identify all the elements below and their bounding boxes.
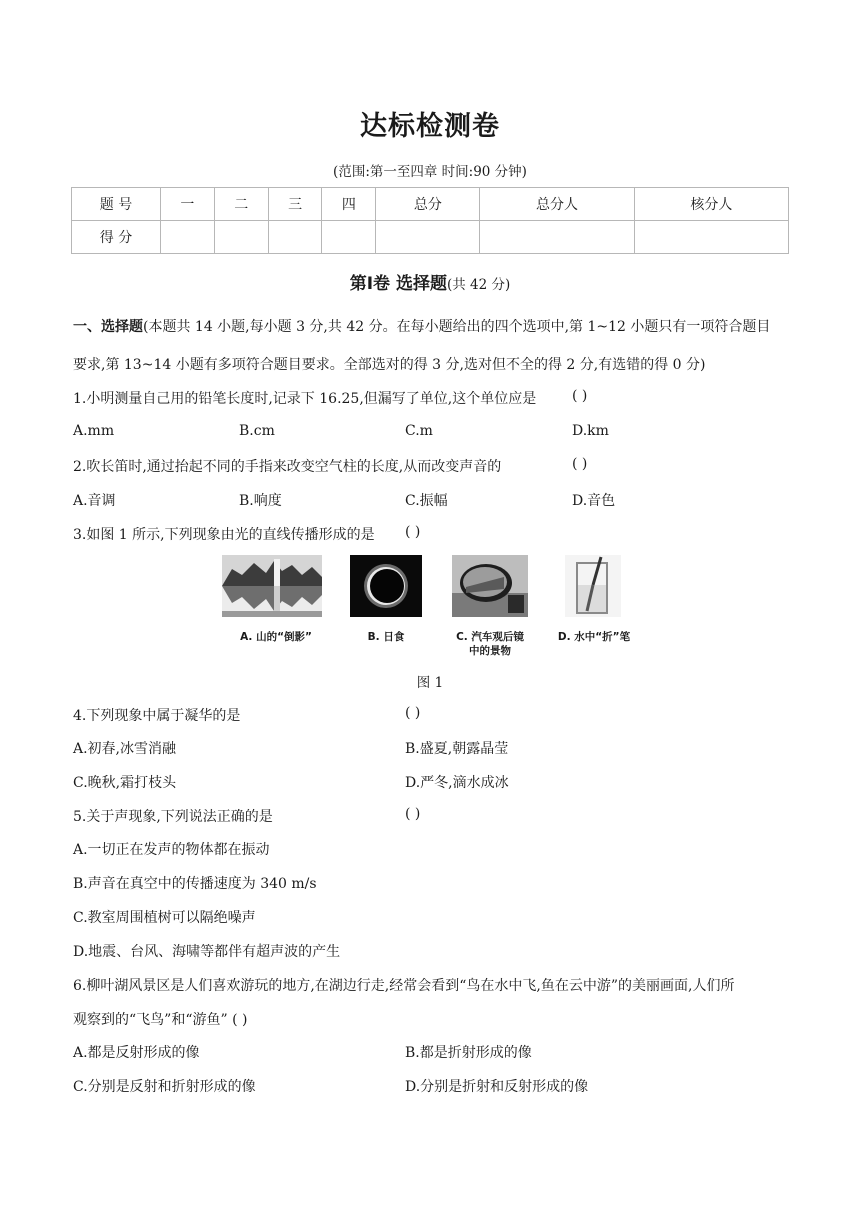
option-b: B.声音在真空中的传播速度为 340 m/s (73, 876, 317, 892)
option-c: C.分别是反射和折射形成的像 (73, 1079, 256, 1095)
score-input-cell (480, 221, 634, 254)
option-c: C.晚秋,霜打枝头 (73, 775, 177, 791)
score-table-cell: 总分人 (480, 188, 634, 221)
question-4-stem: 4.下列现象中属于凝华的是 (73, 708, 241, 724)
figure-caption-c-line2: 中的景物 (469, 645, 511, 657)
score-table-cell: 三 (268, 188, 322, 221)
option-a: A.一切正在发声的物体都在振动 (73, 842, 270, 858)
option-c: C.教室周围植树可以隔绝噪声 (73, 910, 256, 926)
option-d: D.地震、台风、海啸等都伴有超声波的产生 (73, 944, 341, 960)
instructions-text: (本题共 14 小题,每小题 3 分,共 42 分。在每小题给出的四个选项中,第 1~12 小题只有一项符合题目 (143, 319, 771, 335)
score-table-cell: 题 号 (72, 188, 161, 221)
score-table-cell: 总分 (376, 188, 480, 221)
option-d: D.严冬,滴水成冰 (405, 775, 509, 791)
figure-caption-a: A. 山的“倒影” (240, 631, 312, 643)
question-5-stem: 5.关于声现象,下列说法正确的是 (73, 809, 273, 825)
question-6-stem-text: 观察到的“飞鸟”和“游鱼” (73, 1012, 228, 1028)
solar-eclipse-image (350, 555, 422, 617)
score-input-cell (161, 221, 215, 254)
glass-water-pencil-image (565, 555, 621, 617)
score-table-cell: 四 (322, 188, 376, 221)
answer-blank: ( ) (572, 456, 588, 472)
section-score: (共 42 分) (446, 277, 511, 293)
score-table-cell: 核分人 (634, 188, 788, 221)
figure-caption-c: C. 汽车观后镜 (456, 631, 524, 643)
mountain-reflection-image (222, 555, 294, 617)
score-input-cell (214, 221, 268, 254)
question-6-stem-line-1: 6.柳叶湖风景区是人们喜欢游玩的地方,在湖边行走,经常会看到“鸟在水中飞,鱼在云中游”的美丽画面,人们所 (73, 978, 735, 994)
score-table-score-row (72, 221, 789, 254)
answer-blank: ( ) (405, 524, 421, 540)
option-b: B.盛夏,朝露晶莹 (405, 741, 509, 757)
option-a: A.都是反射形成的像 (73, 1045, 200, 1061)
car-mirror-image (452, 555, 528, 617)
section-heading (0, 269, 860, 294)
score-input-cell (322, 221, 376, 254)
score-table-cell: 得 分 (72, 221, 161, 254)
question-2-stem: 2.吹长笛时,通过抬起不同的手指来改变空气柱的长度,从而改变声音的 (73, 459, 502, 475)
score-table-header-row (72, 188, 789, 221)
section-name: 第Ⅰ卷 选择题 (349, 274, 447, 294)
score-input-cell (268, 221, 322, 254)
score-input-cell (376, 221, 480, 254)
answer-blank: ( ) (572, 388, 588, 404)
question-6-stem-line-2 (73, 1009, 247, 1029)
option-d: D.分别是折射和反射形成的像 (405, 1079, 589, 1095)
figure-caption-b: B. 日食 (367, 631, 405, 643)
score-table-cell: 一 (161, 188, 215, 221)
score-input-cell (634, 221, 788, 254)
instructions-label: 一、选择题 (73, 319, 143, 335)
exam-scope-time: (范围:第一至四章 时间:90 分钟) (333, 164, 527, 180)
figure-caption-d: D. 水中“折”笔 (557, 631, 631, 643)
option-b: B.都是折射形成的像 (405, 1045, 532, 1061)
answer-blank: ( ) (405, 705, 421, 721)
option-d: D.km (572, 423, 609, 439)
instructions-line-2: 要求,第 13~14 小题有多项符合题目要求。全部选对的得 3 分,选对但不全的得 2 分,有选错的得 0 分) (73, 357, 706, 373)
option-a: A.初春,冰雪消融 (73, 741, 177, 757)
figure-label: 图 1 (416, 675, 444, 691)
question-3-stem: 3.如图 1 所示,下列现象由光的直线传播形成的是 (73, 527, 375, 543)
option-a: A.mm (73, 423, 115, 439)
answer-blank: ( ) (405, 806, 421, 822)
option-b: B.cm (239, 423, 275, 439)
answer-blank: ( ) (232, 1012, 248, 1028)
score-table-cell: 二 (214, 188, 268, 221)
score-table (71, 187, 789, 254)
option-b: B.响度 (239, 493, 282, 509)
option-c: C.m (405, 423, 433, 439)
question-1-stem: 1.小明测量自己用的铅笔长度时,记录下 16.25,但漏写了单位,这个单位应是 (73, 391, 537, 407)
instructions-line-1 (73, 316, 770, 336)
option-c: C.振幅 (405, 493, 448, 509)
option-d: D.音色 (572, 493, 616, 509)
page-title: 达标检测卷 (360, 111, 500, 142)
option-a: A.音调 (73, 493, 116, 509)
